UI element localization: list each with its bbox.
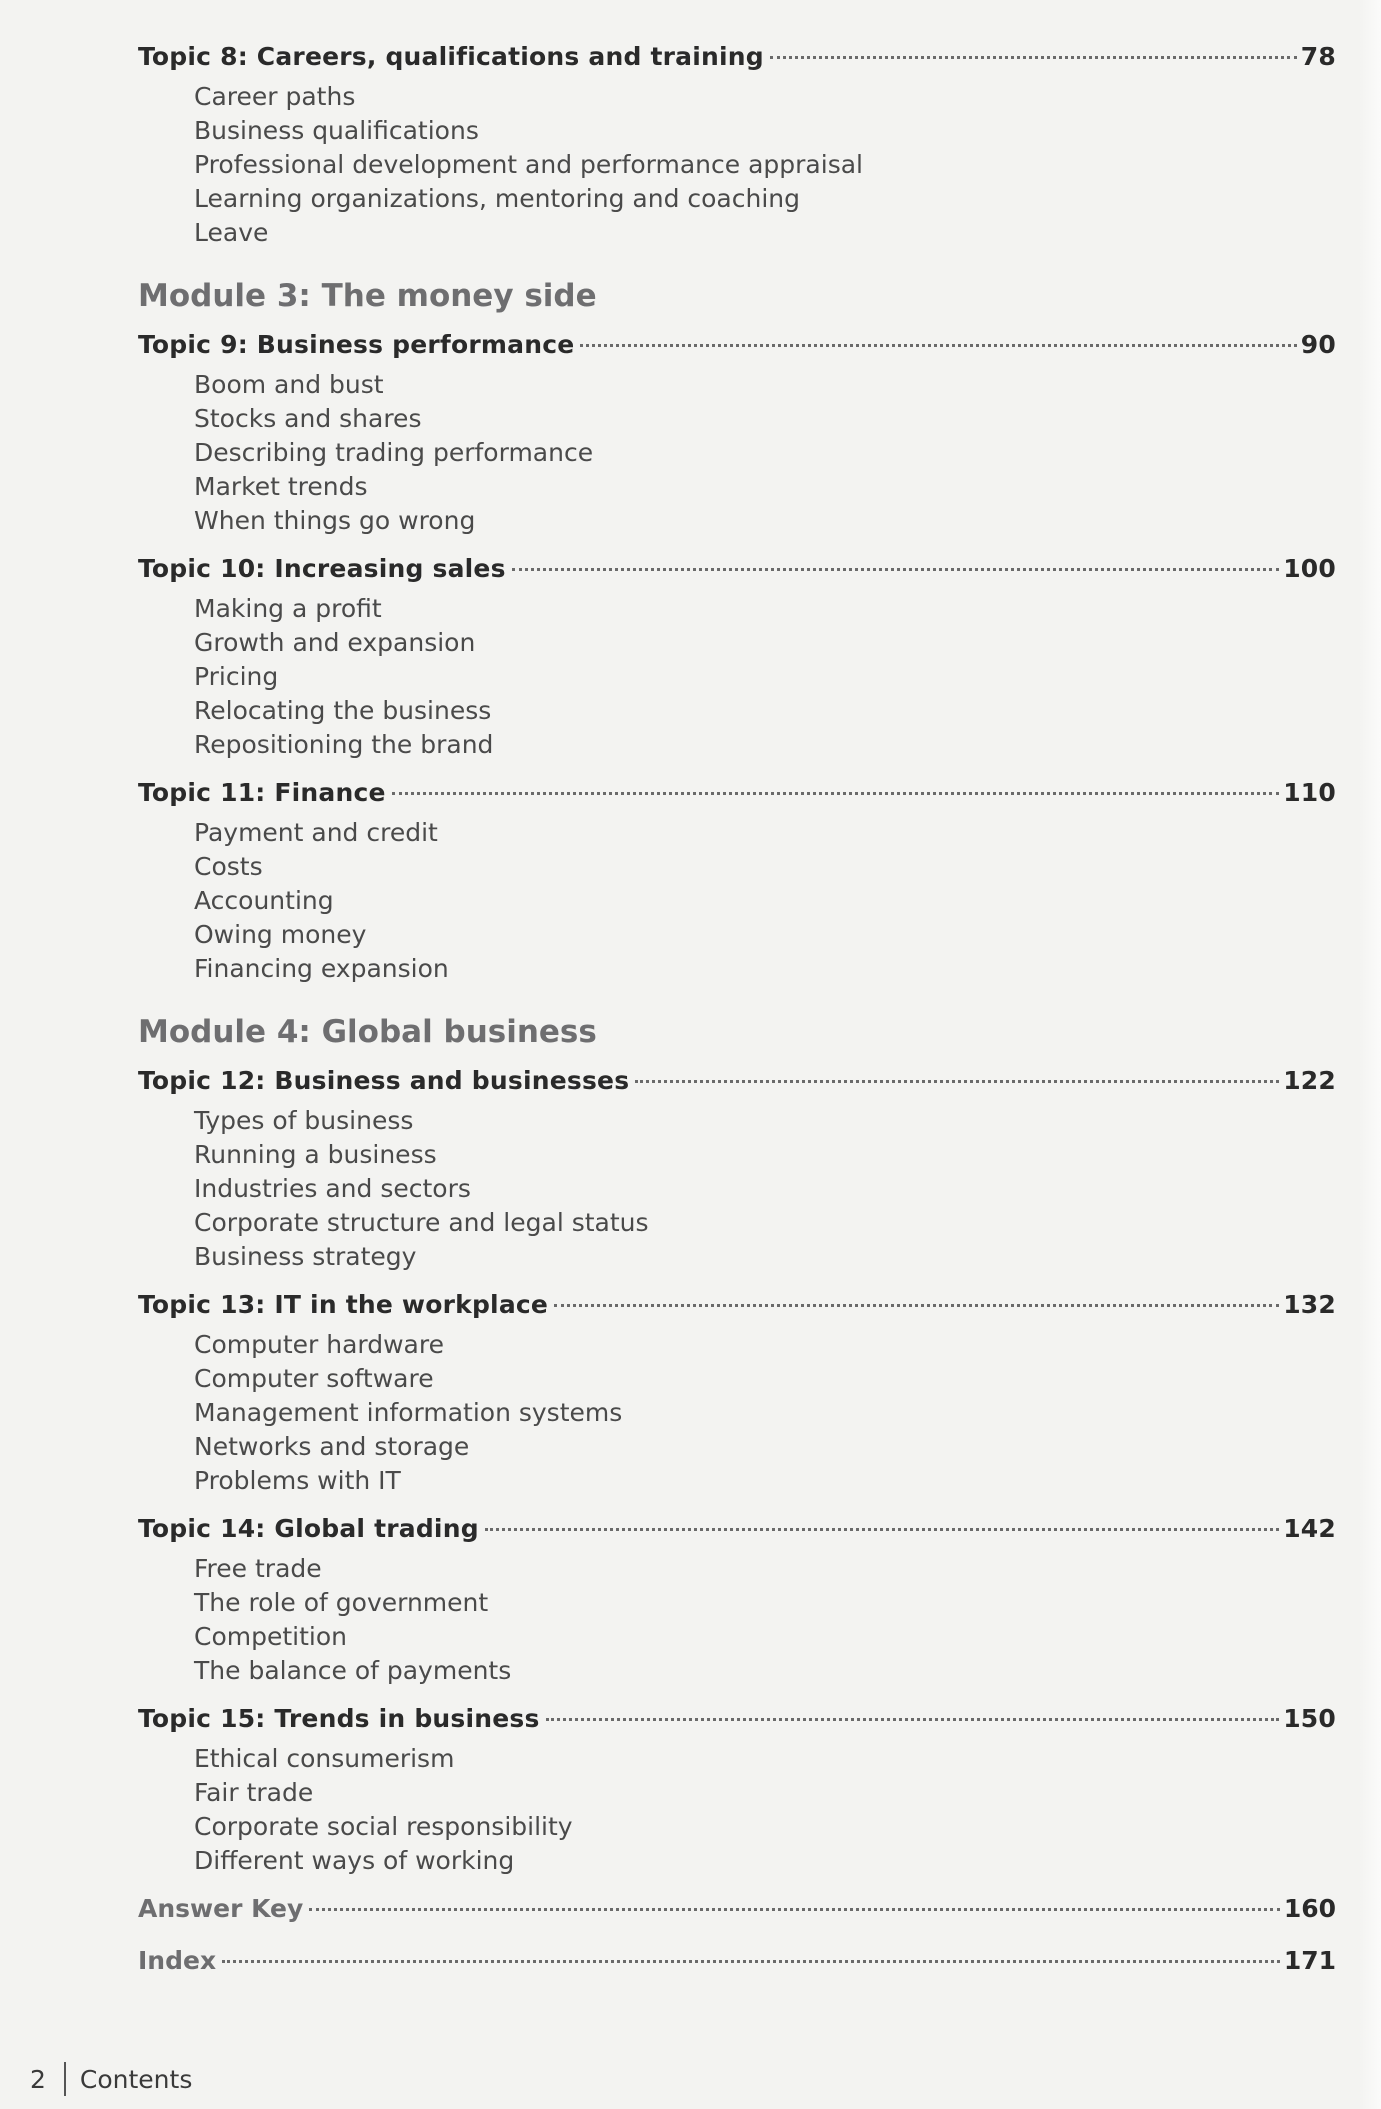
subtopic: Market trends [194, 472, 368, 501]
subtopic: Stocks and shares [194, 404, 422, 433]
topic-10 [138, 554, 1336, 762]
subtopic: Management information systems [194, 1398, 623, 1427]
subtopic-list [194, 80, 1336, 250]
subtopic-list [194, 592, 1336, 762]
dot-leader [554, 1304, 1279, 1307]
page-edge [1359, 0, 1381, 2109]
topic-10-entry[interactable] [138, 554, 1336, 592]
topic-title: Topic 12: Business and businesses [138, 1066, 630, 1095]
subtopic: Different ways of working [194, 1846, 515, 1875]
footer-page-number: 2 [30, 2064, 46, 2094]
page-number: 122 [1283, 1066, 1336, 1095]
subtopic: Industries and sectors [194, 1174, 471, 1203]
subtopic-list [194, 816, 1336, 986]
index-entry[interactable] [138, 1946, 1336, 1984]
subtopic: Running a business [194, 1140, 437, 1169]
table-of-contents [138, 42, 1336, 1998]
topic-13 [138, 1290, 1336, 1498]
subtopic: Corporate structure and legal status [194, 1208, 649, 1237]
topic-12-entry[interactable] [138, 1066, 1336, 1104]
page-number: 78 [1300, 42, 1336, 71]
footer-section-label: Contents [79, 2064, 193, 2094]
dot-leader [770, 56, 1297, 59]
subtopic: Describing trading performance [194, 438, 594, 467]
topic-9 [138, 330, 1336, 538]
subtopic: Computer software [194, 1364, 434, 1393]
topic-13-entry[interactable] [138, 1290, 1336, 1328]
subtopic-list [194, 1552, 1336, 1688]
module-4-heading: Module 4: Global business [138, 1014, 597, 1050]
subtopic: Accounting [194, 886, 334, 915]
subtopic: Types of business [194, 1106, 414, 1135]
subtopic: Computer hardware [194, 1330, 444, 1359]
topic-8 [138, 42, 1336, 250]
topic-title: Topic 9: Business performance [138, 330, 575, 359]
page-number: 100 [1283, 554, 1336, 583]
subtopic: Payment and credit [194, 818, 438, 847]
subtopic: Boom and bust [194, 370, 384, 399]
subtopic: Repositioning the brand [194, 730, 494, 759]
subtopic: Costs [194, 852, 263, 881]
topic-9-entry[interactable] [138, 330, 1336, 368]
topic-title: Topic 13: IT in the workplace [138, 1290, 549, 1319]
subtopic: Leave [194, 218, 269, 247]
module-3-heading: Module 3: The money side [138, 278, 597, 314]
subtopic: Owing money [194, 920, 367, 949]
footer-divider [64, 2062, 66, 2096]
subtopic: When things go wrong [194, 506, 476, 535]
dot-leader [485, 1528, 1279, 1531]
subtopic: Career paths [194, 82, 356, 111]
page-number: 171 [1283, 1946, 1336, 1975]
dot-leader [309, 1908, 1280, 1911]
topic-title: Topic 14: Global trading [138, 1514, 479, 1543]
subtopic: Making a profit [194, 594, 382, 623]
dot-leader [546, 1718, 1280, 1721]
subtopic: Problems with IT [194, 1466, 401, 1495]
dot-leader [635, 1080, 1279, 1083]
subtopic-list [194, 368, 1336, 538]
page-number: 90 [1300, 330, 1336, 359]
topic-title: Topic 10: Increasing sales [138, 554, 506, 583]
page-number: 142 [1283, 1514, 1336, 1543]
dot-leader [512, 568, 1280, 571]
subtopic: Learning organizations, mentoring and coaching [194, 184, 800, 213]
topic-title: Topic 15: Trends in business [138, 1704, 540, 1733]
topic-title: Topic 11: Finance [138, 778, 386, 807]
subtopic: Relocating the business [194, 696, 492, 725]
subtopic: Business qualifications [194, 116, 479, 145]
topic-11 [138, 778, 1336, 986]
subtopic: Growth and expansion [194, 628, 476, 657]
topic-15-entry[interactable] [138, 1704, 1336, 1742]
topic-11-entry[interactable] [138, 778, 1336, 816]
answer-key-title: Answer Key [138, 1894, 304, 1923]
page-number: 160 [1283, 1894, 1336, 1923]
page-number: 150 [1283, 1704, 1336, 1733]
subtopic-list [194, 1328, 1336, 1498]
subtopic: Corporate social responsibility [194, 1812, 573, 1841]
subtopic-list [194, 1104, 1336, 1274]
dot-leader [392, 792, 1280, 795]
dot-leader [222, 1960, 1280, 1963]
subtopic-list [194, 1742, 1336, 1878]
page-number: 132 [1283, 1290, 1336, 1319]
index-title: Index [138, 1946, 217, 1975]
subtopic: Pricing [194, 662, 279, 691]
subtopic: Financing expansion [194, 954, 449, 983]
subtopic: The role of government [194, 1588, 489, 1617]
topic-8-entry[interactable] [138, 42, 1336, 80]
topic-12 [138, 1066, 1336, 1274]
dot-leader [580, 344, 1296, 347]
subtopic: Professional development and performance appraisal [194, 150, 863, 179]
subtopic: Business strategy [194, 1242, 417, 1271]
subtopic: Free trade [194, 1554, 322, 1583]
answer-key-entry[interactable] [138, 1894, 1336, 1932]
topic-14 [138, 1514, 1336, 1688]
topic-14-entry[interactable] [138, 1514, 1336, 1552]
subtopic: Ethical consumerism [194, 1744, 455, 1773]
page-number: 110 [1283, 778, 1336, 807]
subtopic: Competition [194, 1622, 347, 1651]
subtopic: Fair trade [194, 1778, 314, 1807]
topic-title: Topic 8: Careers, qualifications and training [138, 42, 764, 71]
subtopic: Networks and storage [194, 1432, 470, 1461]
topic-15 [138, 1704, 1336, 1878]
subtopic: The balance of payments [194, 1656, 512, 1685]
page-footer [30, 2062, 192, 2096]
